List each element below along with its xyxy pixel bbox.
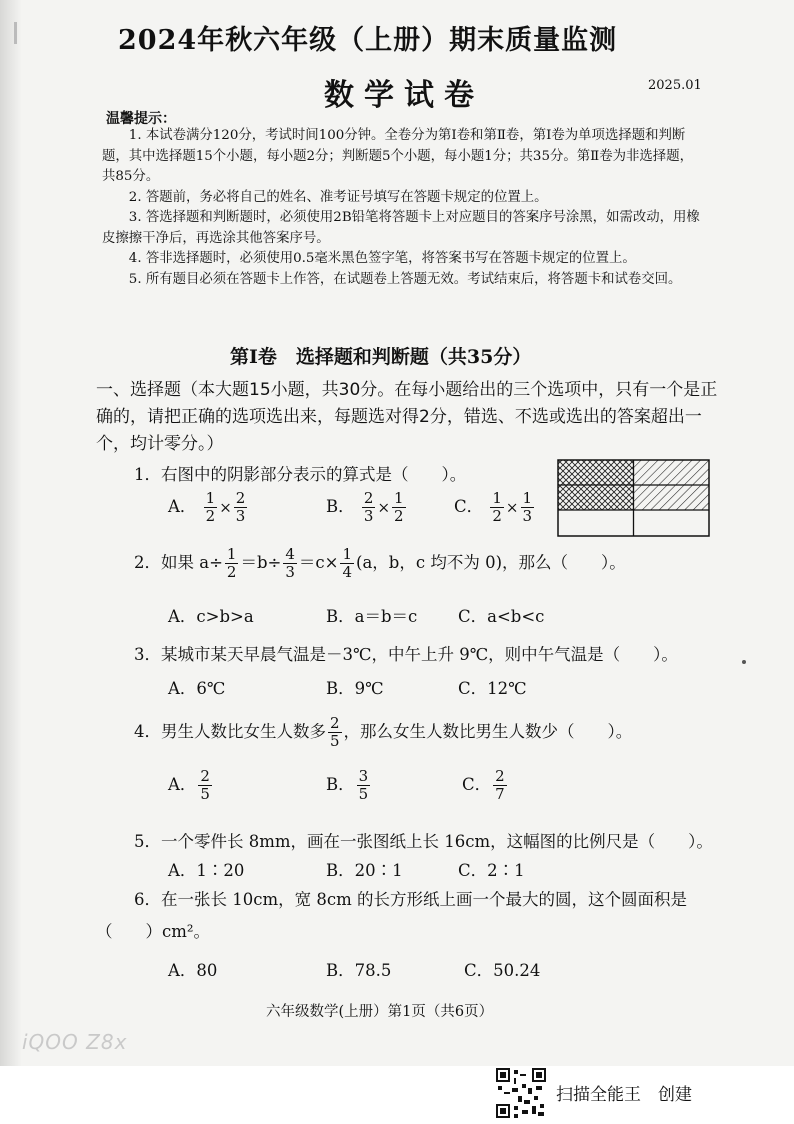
option-label: B． [326,775,355,794]
numerator: 1 [522,489,533,507]
numerator: 1 [205,489,216,507]
numerator: 1 [342,545,353,563]
question-4-stem [134,715,632,750]
question-6-option-a: A．80 [168,961,218,980]
question-5-stem: 5．一个零件长 8mm，画在一张图纸上长 16cm，这幅图的比例尺是（ ）。 [134,832,713,851]
qr-code-icon [496,1068,546,1118]
stem-text: ，那么女生人数比男生人数少（ ）。 [343,722,633,741]
fraction [357,768,371,803]
denominator: 7 [495,785,505,803]
stem-text: ＝b÷ [240,553,282,572]
fraction [283,546,297,581]
times-sign: × [377,498,391,517]
tip-item: 5. 所有题目必须在答题卡上作答，在试题卷上答题无效。考试结束后，将答题卡和试卷交回。 [128,271,682,287]
question-1-option-b [326,490,408,525]
numerator: 2 [330,714,340,732]
question-6-option-b: B．78.5 [326,961,392,980]
denominator: 3 [522,507,533,525]
fraction [225,546,239,581]
denominator: 2 [492,507,502,525]
shaded-rectangle-figure [557,459,710,537]
exam-date: 2025.01 [648,78,702,93]
question-6-option-c: C．50.24 [464,961,541,980]
numerator: 2 [495,767,505,785]
question-6-stem: 6．在一张长 10cm，宽 8cm 的长方形纸上画一个最大的圆，这个圆面积是（ ）cm²。 [96,890,687,941]
question-1-stem: 1．右图中的阴影部分表示的算式是（ ）。 [134,465,467,484]
question-3-option-c: C．12℃ [458,679,527,698]
section-title: 第Ⅰ卷 选择题和判断题（共35分） [230,346,532,368]
question-3-stem: 3．某城市某天早晨气温是－3℃，中午上升 9℃，则中午气温是（ ）。 [134,645,678,664]
scan-edge-mark [14,22,17,44]
denominator: 5 [358,785,369,803]
numerator: 1 [394,489,404,507]
numerator: 2 [200,767,210,785]
question-3-option-a: A．6℃ [168,679,226,698]
stem-text: 2．如果 a÷ [134,553,223,572]
fraction [521,490,535,525]
fraction [340,546,354,581]
cross-hatched-cell [558,460,634,485]
option-label: C． [462,775,492,794]
stem-text: (a，b，c 均不为 0)，那么（ ）。 [356,553,626,572]
question-4-option-a [168,768,214,803]
denominator: 4 [342,563,353,581]
times-sign: × [505,498,519,517]
option-label: B． [326,497,355,516]
fraction [328,715,342,750]
question-5-option-b: B．20∶1 [326,861,403,880]
scanner-credit: 扫描全能王 创建 [556,1085,692,1105]
option-label: A． [168,497,197,516]
hatched-cell [634,460,710,485]
denominator: 5 [330,732,340,750]
fraction [198,768,212,803]
question-4-option-b [326,768,372,803]
numerator: 1 [226,545,237,563]
fraction [362,490,376,525]
question-2-option-a: A．c>b>a [168,607,254,626]
fraction [392,490,406,525]
question-2-option-c: C．a<b<c [458,607,545,626]
numerator: 3 [358,767,369,785]
hatched-cell [634,485,710,510]
denominator: 5 [200,785,210,803]
scan-speck [742,660,746,664]
denominator: 2 [394,507,404,525]
exam-title: 2024年秋六年级（上册）期末质量监测 [118,25,618,56]
fraction [204,490,218,525]
question-5-option-c: C．2∶1 [458,861,525,880]
tip-item: 3. 答选择题和判断题时，必须使用2B铅笔将答题卡上对应题目的答案序号涂黑，如需改动，用橡皮擦擦干净后，再选涂其他答案序号。 [102,210,700,246]
camera-watermark: iQOO Z8x [22,1030,128,1054]
times-sign: × [219,498,232,517]
question-5-option-a: A．1∶20 [168,861,245,880]
denominator: 3 [285,563,295,581]
question-2-option-b: B．a＝b＝c [326,607,418,626]
tip-item: 4. 答非选择题时，必须使用0.5毫米黑色签字笔，将答案书写在答题卡规定的位置上。 [128,251,636,266]
fraction [490,490,504,525]
denominator: 2 [205,507,216,525]
option-label: C． [454,497,484,516]
stem-text: 4．男生人数比女生人数多 [134,722,326,741]
question-2-stem [134,546,626,581]
stem-text: ＝c× [298,553,339,572]
option-label: A． [168,775,197,794]
fraction [234,490,248,525]
tips-heading: 温馨提示： [106,111,176,127]
numerator: 2 [363,489,374,507]
question-4-option-c [462,768,509,803]
tips-list [102,126,706,290]
denominator: 3 [363,507,374,525]
numerator: 4 [285,545,295,563]
part-intro: 一、选择题（本大题15小题，共30分。在每小题给出的三个选项中，只有一个是正确的，请把正确的选项选出来，每题选对得2分，错选、不选或选出的答案超出一个，均计零分。） [96,380,718,454]
numerator: 2 [235,489,246,507]
denominator: 3 [235,507,246,525]
exam-subtitle: 数学试卷 [324,78,484,113]
question-1-option-c [454,490,536,525]
tip-item: 1. 本试卷满分120分，考试时间100分钟。全卷分为第Ⅰ卷和第Ⅱ卷，第Ⅰ卷为单项选择题和判断题，其中选择题15个小题，每小题2分；判断题5个小题，每小题1分；共35分。第Ⅱ卷为非选择题，共85分。 [102,128,693,184]
cross-hatched-cell [558,485,634,510]
question-1-option-a [168,490,249,525]
tip-item: 2. 答题前，务必将自己的姓名、准考证号填写在答题卡规定的位置上。 [128,189,548,205]
question-3-option-b: B．9℃ [326,679,384,698]
fraction [493,768,507,803]
page-footer: 六年级数学(上册）第1页（共6页） [266,1004,494,1020]
numerator: 1 [492,489,502,507]
denominator: 2 [226,563,237,581]
scan-edge-shadow [0,0,22,1124]
